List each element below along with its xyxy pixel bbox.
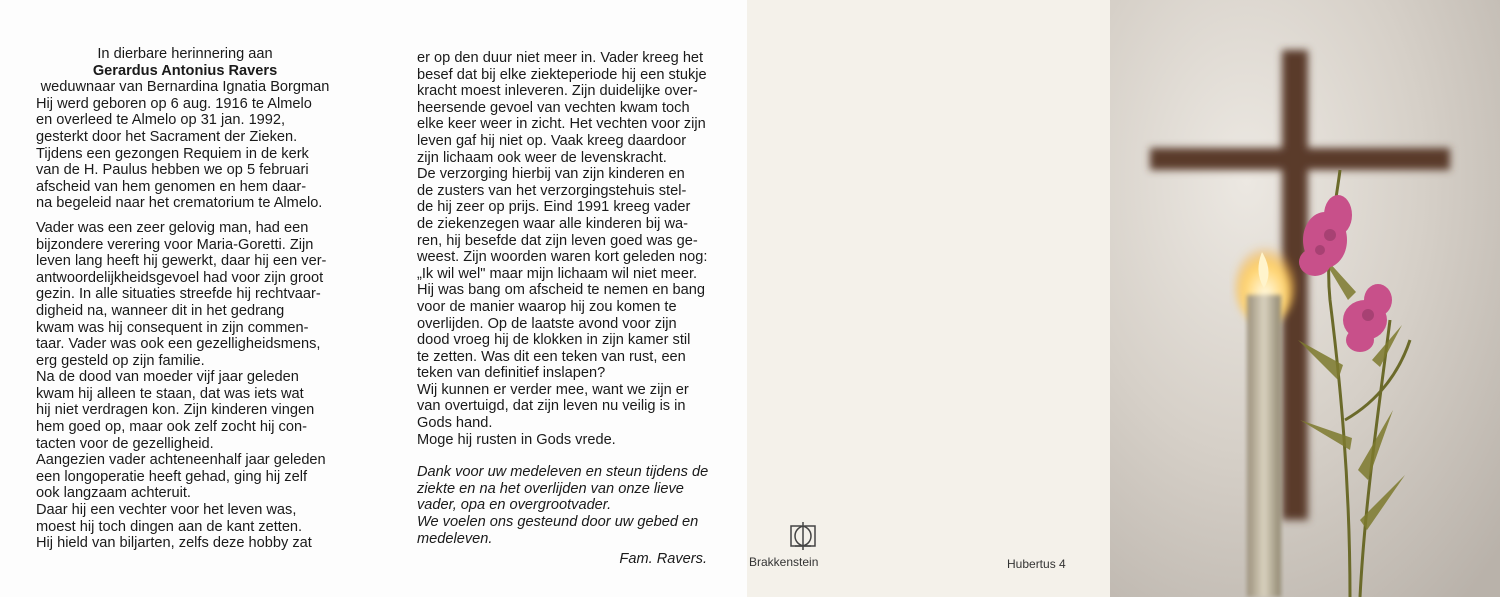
text-line: moest hij toch dingen aan de kant zetten. [36,518,303,535]
text-line [36,212,334,220]
text-line: kwam was hij consequent in zijn commen- [36,319,309,336]
text-line: hij niet verdragen kon. Zijn kinderen vingen [36,402,315,419]
deceased-name: Gerardus Antonius Ravers [92,62,278,79]
text-line: een longoperatie heeft gehad, ging hij zelf [36,468,308,485]
text-line: teken van definitief inslapen? [417,365,606,382]
text-line: vader, opa en overgrootvader. [417,497,612,514]
text-line: tacten voor de gezelligheid. [36,435,214,452]
text-line: „Ik wil wel" maar mijn lichaam wil niet meer. [417,265,698,282]
text-line: medeleven. [417,530,493,547]
text-line: van overtuigd, dat zijn leven nu veilig is in [417,398,686,415]
right-body [417,50,717,448]
text-line: antwoordelijkheidsgevoel had voor zijn groot [36,269,324,286]
text-line: ziekte en na het overlijden van onze lieve [417,480,684,497]
text-line: afscheid van hem genomen en hem daar- [36,178,307,195]
text-line: Vader was een zeer gelovig man, had een [36,219,309,236]
text-line: ook langzaam achteruit. [36,485,191,502]
text-line: Hij werd geboren op 6 aug. 1916 te Almelo [36,95,312,112]
left-body [36,96,334,552]
text-line: van de H. Paulus hebben we op 5 februari [36,162,309,179]
text-line: Gods hand. [417,415,493,432]
left-column [36,46,334,552]
text-line: Hij was bang om afscheid te nemen en bang [417,282,705,299]
text-line: de zusters van het verzorgingstehuis stel- [417,182,687,199]
intro-text: In dierbare herinnering aan [97,46,273,62]
text-line: besef dat bij elke ziekteperiode hij een stukje [417,66,707,83]
left-text-panel [0,0,375,597]
text-line: na begeleid naar het crematorium te Almelo. [36,195,323,212]
text-line: We voelen ons gesteund door uw gebed en [417,514,699,531]
text-line: Tijdens een gezongen Requiem in de kerk [36,145,309,162]
signature: Fam. Ravers. [619,551,707,568]
text-line: overlijden. Op de laatste avond voor zijn [417,315,677,332]
text-line: ren, hij besefde dat zijn leven goed was ge- [417,232,698,249]
text-line: digheid na, wanneer dit in het gedrang [36,302,285,319]
text-line: Wij kunnen er verder mee, want we zijn er [417,381,689,398]
text-line: leven lang heeft hij gewerkt, daar hij een ver- [36,253,327,270]
text-line: kwam hij alleen te staan, dat was iets wat [36,385,304,402]
text-line: weest. Zijn woorden waren kort geleden nog: [417,249,708,266]
publisher-label: Brakkenstein [749,555,819,569]
text-line: Na de dood van moeder vijf jaar geleden [36,369,299,386]
series-label: Hubertus 4 [1007,557,1066,571]
text-line: hem goed op, maar ook zelf zocht hij con- [36,419,307,436]
text-line: de ziekenzegen waar alle kinderen bij wa- [417,215,688,232]
text-line: dood vroeg hij de klokken in zijn kamer stil [417,332,691,349]
text-line: en overleed te Almelo op 31 jan. 1992, [36,112,286,129]
text-line: De verzorging hierbij van zijn kinderen en [417,166,685,183]
text-line: elke keer weer in zicht. Het vechten voor zijn [417,116,706,133]
cross-photo [1110,0,1500,597]
text-line: Daar hij een vechter voor het leven was, [36,502,297,519]
text-line: gesterkt door het Sacrament der Zieken. [36,128,298,145]
text-line: voor de manier waarop hij zou komen te [417,298,677,315]
text-line: bijzondere verering voor Maria-Goretti. Zijn [36,236,314,253]
text-line: erg gesteld op zijn familie. [36,352,205,369]
text-line: Dank voor uw medeleven en steun tijdens de [417,464,709,481]
thanks-text [417,464,717,547]
text-line: heersende gevoel van vechten kwam toch [417,99,690,116]
text-line: er op den duur niet meer in. Vader kreeg het [417,50,704,66]
text-line: te zetten. Was dit een teken van rust, een [417,348,686,365]
text-line: de hij zeer op prijs. Eind 1991 kreeg vader [417,199,691,216]
text-line: Moge hij rusten in Gods vrede. [417,431,616,448]
text-line: zijn lichaam ook weer de levenskracht. [417,149,667,166]
text-line: kracht moest inleveren. Zijn duidelijke over- [417,83,698,100]
back-panel [747,0,1110,597]
text-line: gezin. In alle situaties streefde hij rechtvaar- [36,286,321,303]
text-line: Aangezien vader achteneenhalf jaar geleden [36,452,326,469]
text-line: leven gaf hij niet op. Vaak kreeg daardoor [417,132,687,149]
spouse-text: weduwnaar van Bernardina Ignatia Borgman [40,79,330,96]
right-column [417,50,717,568]
right-text-panel [375,0,747,597]
text-line: Hij hield van biljarten, zelfs deze hobby zat [36,535,312,552]
brakkenstein-logo-icon [783,520,823,552]
cross-candle-flowers-image [1110,0,1500,597]
text-line: taar. Vader was ook een gezelligheidsmens, [36,336,321,353]
